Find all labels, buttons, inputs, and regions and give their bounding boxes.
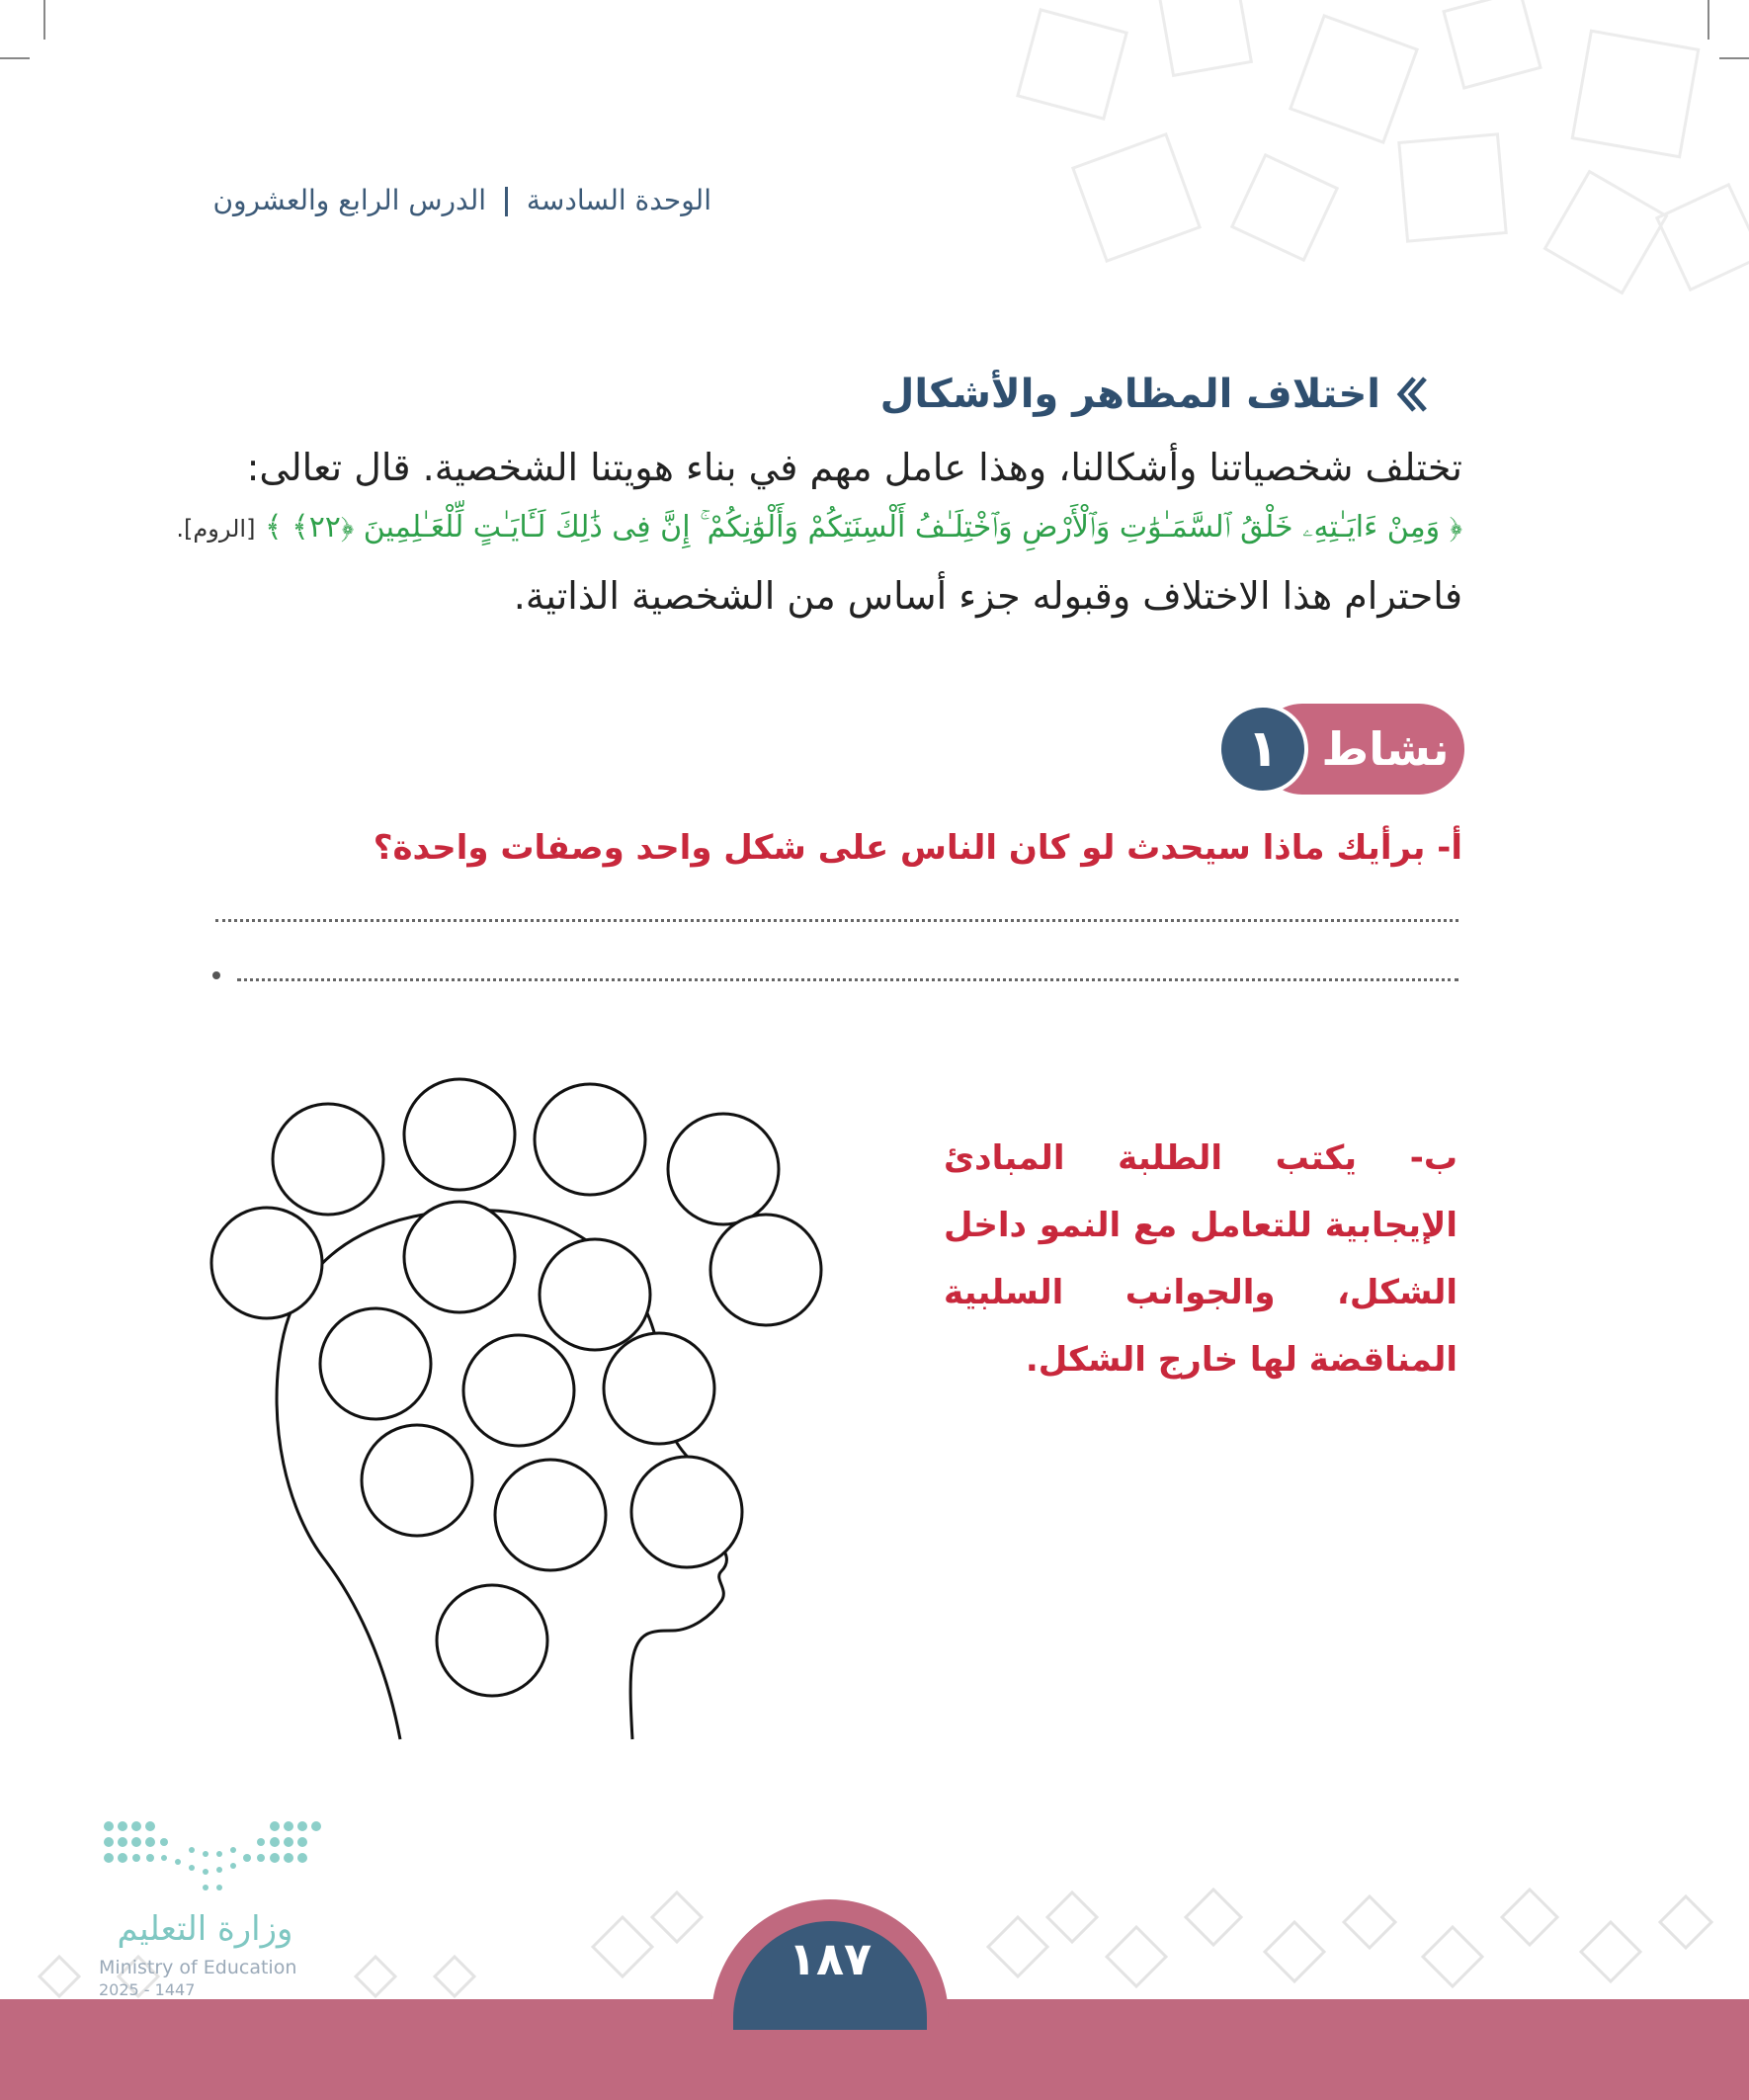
- inside-circle: [540, 1239, 650, 1350]
- quran-verse-text: ﴿ وَمِنْ ءَايَـٰتِهِۦ خَلْقُ ٱلسَّمَـٰوَٰتِ وَٱلْأَرْضِ وَٱخْتِلَـٰفُ أَلْسِنَتِكُمْ وَأَلْوَٰنِكُمْ ۚ إِنَّ فِى ذَٰلِكَ لَـَٔايَـٰتٍ لِّلْعَـٰلِمِينَ ﴿٢٢﴾ ﴾: [264, 510, 1462, 545]
- activity-badge: [1217, 704, 1464, 795]
- outside-circle: [535, 1084, 645, 1195]
- section-title: [880, 372, 1428, 417]
- inside-circle: [437, 1585, 547, 1696]
- inside-circle: [604, 1333, 714, 1444]
- head-diagram: [188, 1048, 830, 1759]
- outside-circle: [668, 1114, 779, 1224]
- quran-verse: [176, 504, 1462, 552]
- header-separator: [505, 187, 508, 216]
- question-a: أ- برأيك ماذا سيحدث لو كان الناس على شكل واحد وصفات واحدة؟: [373, 828, 1462, 868]
- outside-circle: [710, 1215, 821, 1325]
- page-number: ١٨٧: [788, 1932, 873, 1985]
- header-lesson: الدرس الرابع والعشرون: [212, 184, 487, 216]
- quran-verse-reference: [الروم].: [176, 515, 256, 543]
- inside-circle: [631, 1457, 742, 1567]
- answer-line[interactable]: [215, 919, 1458, 922]
- question-b: ب- يكتب الطلبة المبادئ الإيجابية للتعامل مع النمو داخل الشكل، والجوانب السلبية المناقضة لها خارج الشكل.: [944, 1138, 1458, 1380]
- ministry-year: 2025 - 1447: [99, 1980, 196, 1999]
- double-chevron-icon: [1394, 375, 1428, 414]
- inside-circle: [404, 1202, 515, 1312]
- inside-circle: [362, 1425, 472, 1536]
- crop-mark: [0, 57, 30, 59]
- section-title-text: اختلاف المظاهر والأشكال: [879, 372, 1380, 417]
- intro-paragraph: تختلف شخصياتنا وأشكالنا، وهذا عامل مهم في بناء هويتنا الشخصية. قال تعالى:: [246, 446, 1462, 489]
- inside-circle: [320, 1308, 431, 1419]
- crop-mark: [43, 0, 45, 40]
- outside-circle: [404, 1079, 515, 1190]
- header-unit: الوحدة السادسة: [526, 184, 711, 216]
- ministry-name-english: Ministry of Education: [99, 1957, 297, 1978]
- background-pattern: [988, 0, 1749, 326]
- running-header: [20, 184, 711, 216]
- outside-circle: [211, 1208, 322, 1318]
- activity-number: ١: [1247, 719, 1279, 779]
- inside-circle: [495, 1460, 606, 1570]
- ministry-name-arabic: وزارة التعليم: [117, 1909, 293, 1949]
- outside-circle: [273, 1104, 383, 1215]
- activity-label: نشاط: [1321, 722, 1450, 776]
- inside-circle: [463, 1335, 574, 1446]
- answer-line[interactable]: [237, 978, 1458, 981]
- answer-end-dot: [212, 971, 220, 979]
- conclusion-paragraph: فاحترام هذا الاختلاف وقبوله جزء أساس من الشخصية الذاتية.: [513, 574, 1462, 618]
